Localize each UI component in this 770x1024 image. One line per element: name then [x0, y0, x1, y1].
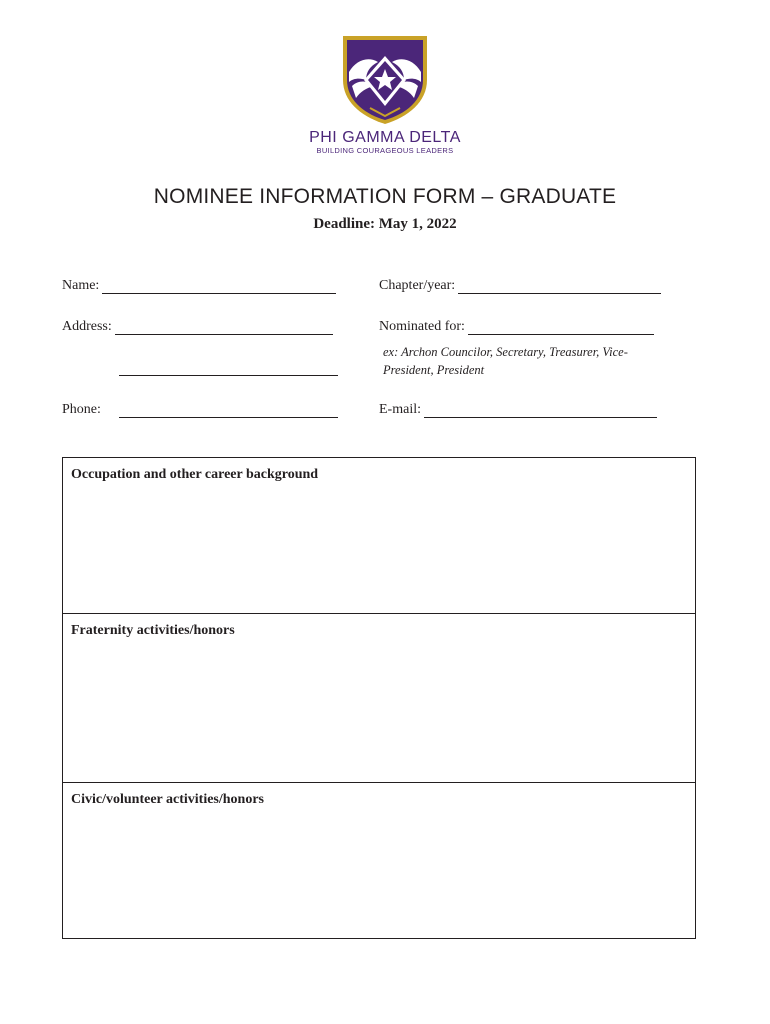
deadline: Deadline: May 1, 2022 [313, 216, 457, 232]
chapter-year-label: Chapter/year: [379, 278, 456, 293]
org-name: PHI GAMMA DELTA [309, 129, 461, 146]
nominated-for-hint: ex: Archon Councilor, Secretary, Treasurer, Vice-President, President [383, 345, 628, 377]
nominated-for-field [379, 319, 654, 335]
name-label: Name: [62, 278, 100, 293]
chapter-year-input[interactable] [458, 278, 661, 294]
email-field [379, 402, 657, 418]
address-field-line2 [116, 360, 338, 376]
nominated-for-label: Nominated for: [379, 319, 465, 334]
fraternity-section-title: Fraternity activities/honors [71, 623, 235, 638]
phone-field [62, 402, 338, 418]
address-label: Address: [62, 319, 112, 334]
occupation-section-title: Occupation and other career background [71, 467, 319, 482]
fraternity-section[interactable] [62, 613, 696, 783]
address-field [62, 319, 333, 335]
email-label: E-mail: [379, 402, 421, 417]
name-field [62, 278, 336, 294]
name-input[interactable] [102, 278, 336, 294]
email-input[interactable] [424, 402, 657, 418]
header-logo [0, 34, 770, 156]
crest-icon [340, 34, 430, 126]
org-tagline: BUILDING COURAGEOUS LEADERS [316, 146, 454, 155]
page-title: NOMINEE INFORMATION FORM – GRADUATE [153, 185, 617, 208]
civic-section[interactable] [62, 782, 696, 939]
address-input-line1[interactable] [115, 319, 333, 335]
nominated-for-input[interactable] [468, 319, 654, 335]
civic-section-title: Civic/volunteer activities/honors [71, 792, 264, 807]
occupation-section[interactable] [62, 457, 696, 614]
address-input-line2[interactable] [119, 360, 338, 376]
phone-label: Phone: [62, 402, 101, 417]
chapter-year-field [379, 278, 661, 294]
phone-input[interactable] [119, 402, 338, 418]
